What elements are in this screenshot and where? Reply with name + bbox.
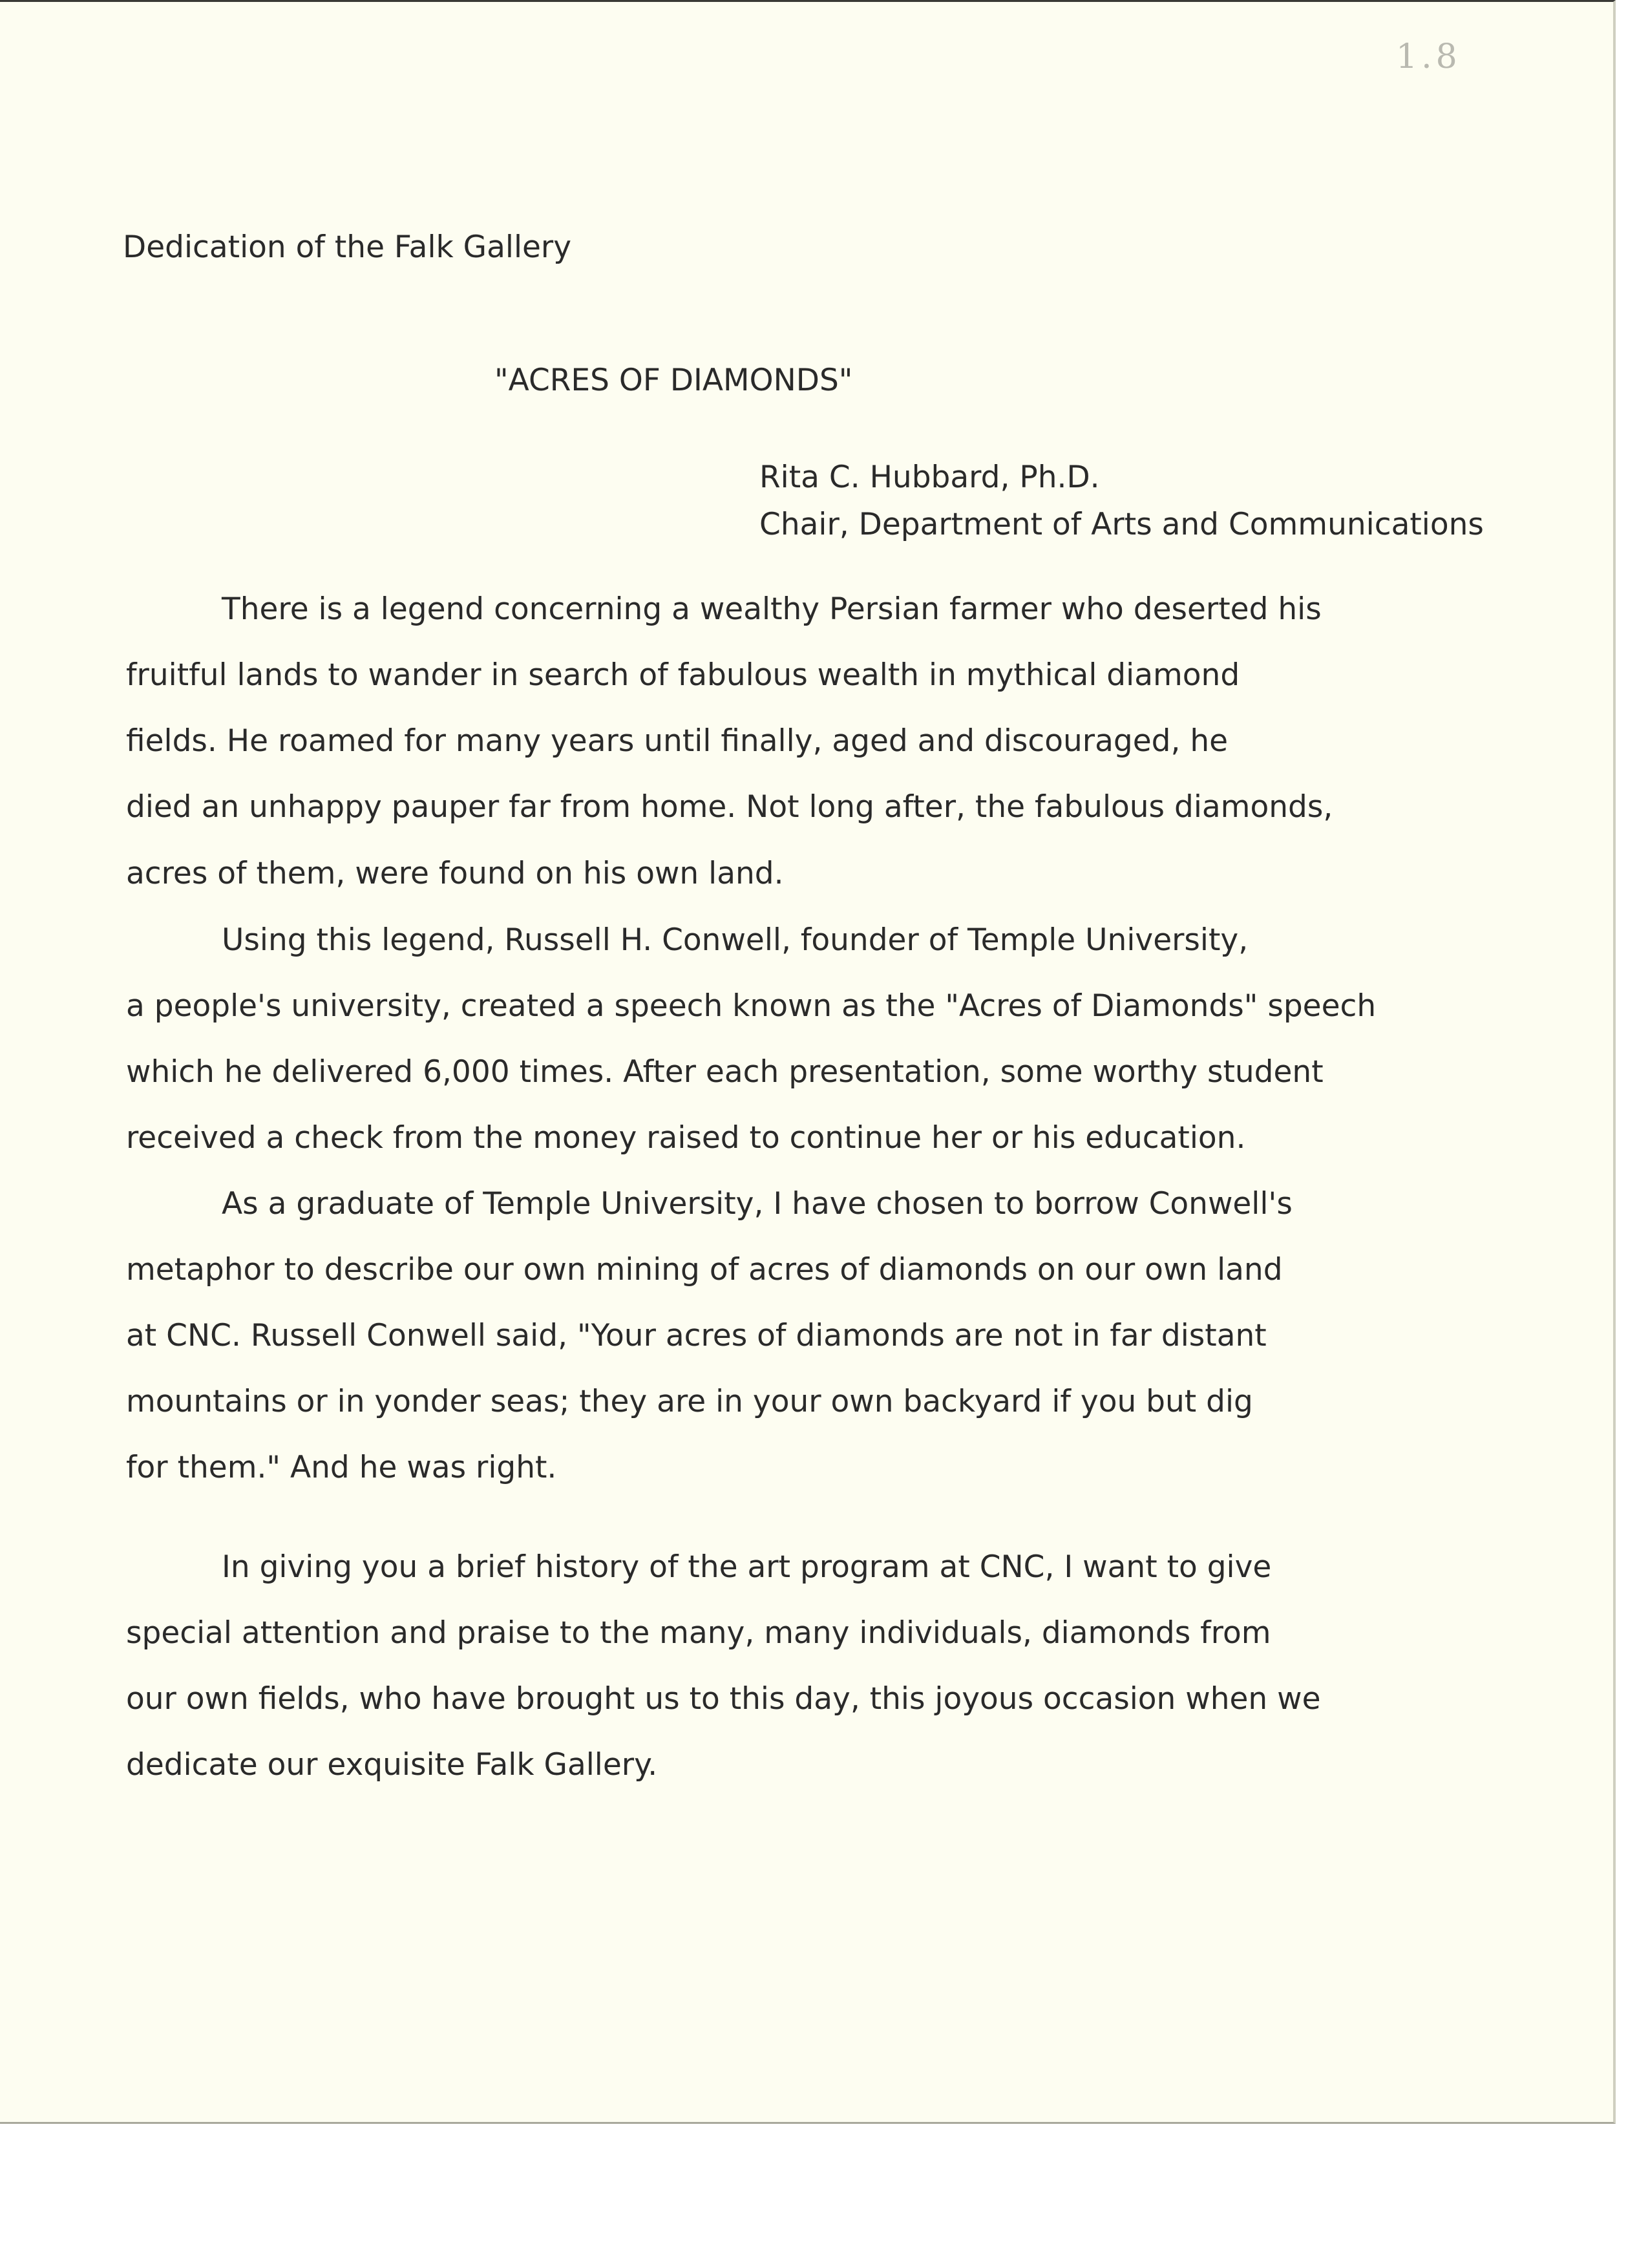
body-line: died an unhappy pauper far from home. Not long after, the fabulous diamonds, [126, 789, 1333, 825]
body-line: As a graduate of Temple University, I have chosen to borrow Conwell's [222, 1186, 1293, 1222]
heading: Dedication of the Falk Gallery [123, 229, 572, 265]
body-line: mountains or in yonder seas; they are in your own backyard if you but dig [126, 1384, 1253, 1419]
body-line: acres of them, were found on his own land. [126, 856, 784, 891]
body-line: for them." And he was right. [126, 1450, 557, 1485]
body-line: In giving you a brief history of the art program at CNC, I want to give [222, 1549, 1272, 1585]
page-number: 1.8 [1396, 37, 1461, 76]
body-line: received a check from the money raised to continue her or his education. [126, 1120, 1246, 1156]
body-line: metaphor to describe our own mining of acres of diamonds on our own land [126, 1252, 1283, 1288]
author-position: Chair, Department of Arts and Communications [759, 507, 1484, 542]
body-line: at CNC. Russell Conwell said, "Your acres of diamonds are not in far distant [126, 1318, 1267, 1353]
body-line: dedicate our exquisite Falk Gallery. [126, 1747, 658, 1783]
body-line: which he delivered 6,000 times. After each presentation, some worthy student [126, 1054, 1324, 1090]
body-line: There is a legend concerning a wealthy Persian farmer who deserted his [222, 591, 1322, 627]
document-title: "ACRES OF DIAMONDS" [494, 363, 853, 398]
body-line: special attention and praise to the many, many individuals, diamonds from [126, 1615, 1271, 1651]
body-line: fields. He roamed for many years until finally, aged and discouraged, he [126, 723, 1229, 759]
author-name: Rita C. Hubbard, Ph.D. [759, 460, 1100, 495]
body-line: Using this legend, Russell H. Conwell, founder of Temple University, [222, 922, 1249, 958]
body-line: our own fields, who have brought us to this day, this joyous occasion when we [126, 1681, 1321, 1717]
body-line: a people's university, created a speech known as the "Acres of Diamonds" speech [126, 988, 1377, 1024]
body-line: fruitful lands to wander in search of fabulous wealth in mythical diamond [126, 657, 1240, 693]
